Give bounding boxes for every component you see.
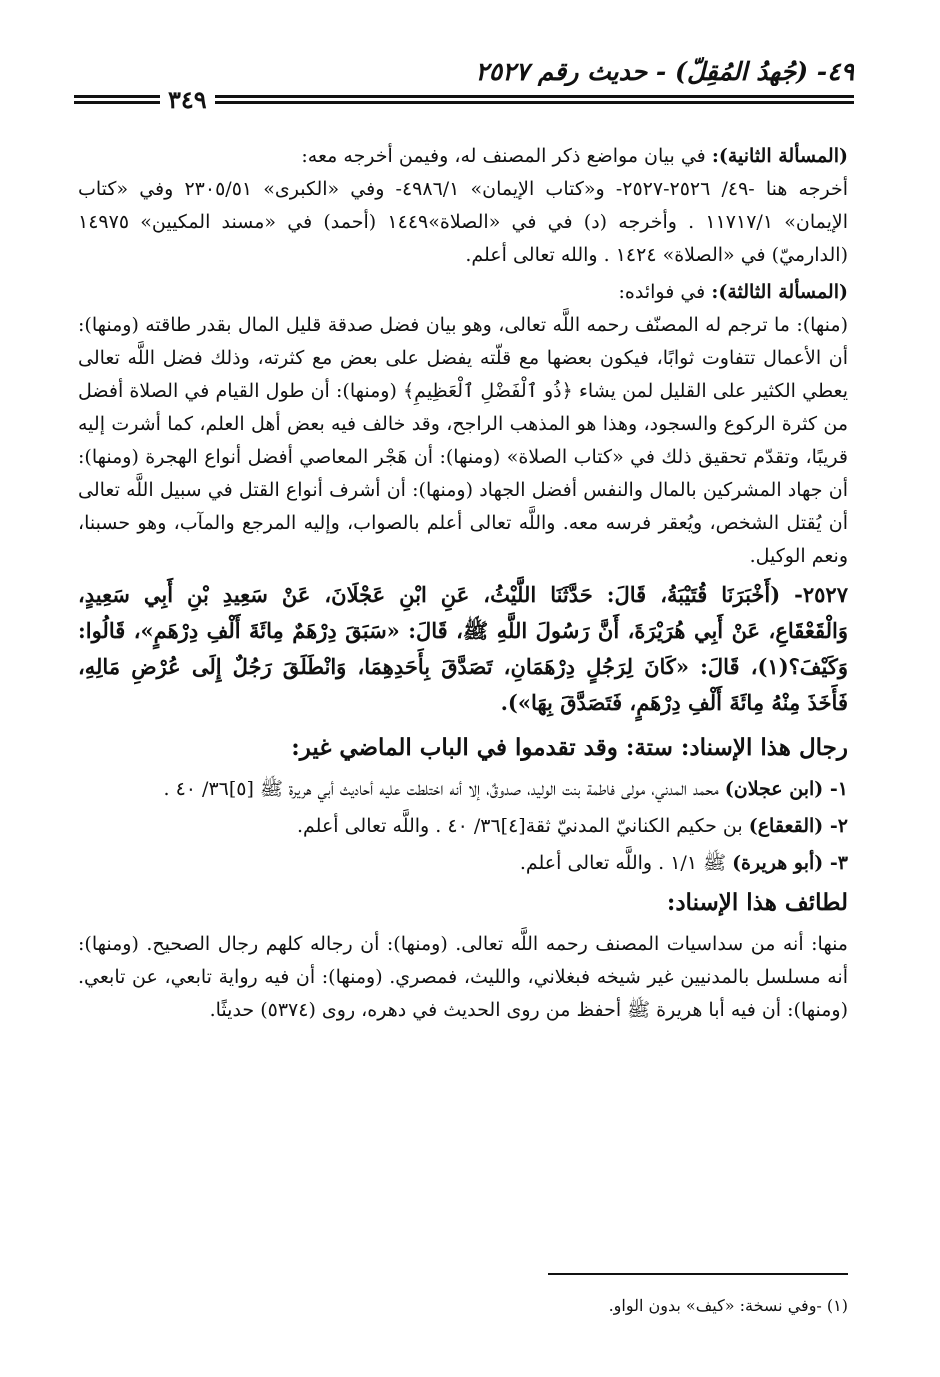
narrator-label: ٣- (أبو هريرة) — [732, 852, 848, 874]
page-header — [74, 55, 854, 114]
narrator-item — [78, 773, 848, 806]
narrator-label: ٢- (القعقاع) — [748, 815, 848, 837]
narrator-item — [78, 847, 848, 880]
footnote: (١) -وفي نسخة: «كيف» بدون الواو. — [608, 1296, 848, 1315]
page-body — [78, 140, 848, 1031]
third-issue-paragraph — [78, 276, 848, 573]
narrators-heading: رجال هذا الإسناد: ستة: وقد تقدموا في الباب الماضي غير: — [291, 734, 848, 761]
page-number: ٣٤٩ — [160, 85, 215, 114]
header-title: ٤٩- (جُهدُ المُقِلّ) - حديث رقم ٢٥٢٧ — [475, 57, 854, 86]
hadith-text: ٢٥٢٧- (أَخْبَرَنَا قُتَيْبَةُ، قَالَ: حَدَّثَنَا اللَّيْثُ، عَنِ ابْنِ عَجْلَانَ، عَنْ سَعِيدِ بْنِ أَبِي سَعِيدٍ، وَالْقَعْقَاعِ، عَنْ أَبِي هُرَيْرَةَ، أَنَّ رَسُولَ اللَّهِ ﷺ، قَالَ: «سَبَقَ دِرْهَمٌ مِائَةَ أَلْفِ دِرْهَمٍ»، قَالُوا: وَكَيْفَ؟(١)، قَالَ: «كَانَ لِرَجُلٍ دِرْهَمَانِ، تَصَدَّقَ بِأَحَدِهِمَا، وَانْطَلَقَ رَجُلٌ إِلَى عُرْضِ مَالِهِ، فَأَخَذَ مِنْهُ مِائَةَ أَلْفِ دِرْهَمٍ، فَتَصَدَّقَ بِهَا»). — [78, 582, 848, 715]
second-issue-label: (المسألة الثانية): — [711, 145, 848, 167]
second-issue-intro: في بيان مواضع ذكر المصنف له، وفيمن أخرجه معه: — [301, 145, 712, 167]
narrator-item — [78, 810, 848, 843]
subtleties-heading: لطائف هذا الإسناد: — [666, 889, 848, 916]
third-issue-label: (المسألة الثالثة): — [711, 281, 848, 303]
second-issue-paragraph — [78, 140, 848, 272]
third-issue-text: (منها): ما ترجم له المصنّف رحمه اللَّه تعالى، وهو بيان فضل صدقة قليل المال بقدر طاقته (ومنها): أن الأعمال تتفاوت ثوابًا، فيكون بعضها مع قلّته يفضل على بعض مع كثرته، وذلك فضل اللَّه تعالى يعطي الكثير على القليل لمن يشاء ﴿ذُو ٱلْفَضْلِ ٱلْعَظِيمِ﴾ (ومنها): أن طول القيام في الصلاة أفضل من كثرة الركوع والسجود، وهذا هو المذهب الراجح، وقد خالف فيه بعض أهل العلم، كما أشرت إليه قريبًا، وتقدّم تحقيق ذلك في «كتاب الصلاة» (ومنها): أن هَجْر المعاصي أفضل أنواع الهجرة (ومنها): أن جهاد المشركين بالمال والنفس أفضل الجهاد (ومنها): أن أشرف أنواع القتل في سبيل اللَّه تعالى أن يُقتل الشخص، ويُعقر فرسه معه. واللَّه تعالى أعلم بالصواب، وإليه المرجع والمآب، وهو حسبنا، ونعم الوكيل. — [78, 314, 848, 567]
narrator-text: محمد المدني، مولى فاطمة بنت الوليد، صدوقٌ، إلا أنه اختلطت عليه أحاديث أبي هريرة ﷺ [٥]٣٦/ ٤٠ . — [163, 778, 725, 800]
narrator-text: ﷺ ١/١ . واللَّه تعالى أعلم. — [519, 852, 733, 874]
second-issue-text: أخرجه هنا -٤٩/ ٢٥٢٦-٢٥٢٧- و«كتاب الإيمان» ٤٩٨٦/١- وفي «الكبرى» ٢٣٠٥/٥١ وفي «كتاب الإيمان» ١١٧١٧/١ . وأخرجه (د) في في «الصلاة»١٤٤٩ (أحمد) في «مسند المكيين» ١٤٩٧٥ (الدارميّ) في «الصلاة» ١٤٢٤ . والله تعالى أعلم. — [78, 178, 849, 266]
subtleties-text: منها: أنه من سداسيات المصنف رحمه اللَّه تعالى. (ومنها): أن رجاله كلهم رجال الصحيح. (ومنها): أنه مسلسل بالمدنيين غير شيخه فبغلاني، والليث، فمصري. (ومنها): أن فيه رواية تابعي، عن تابعي. (ومنها): أن فيه أبا هريرة ﷺ أحفظ من روى الحديث في دهره، روى (٥٣٧٤) حديثًا. — [78, 933, 848, 1021]
footnote-divider — [548, 1273, 848, 1275]
third-issue-intro: في فوائده: — [618, 281, 712, 303]
narrator-text: بن حكيم الكنانيّ المدنيّ ثقة[٤]٣٦/ ٤٠ . واللَّه تعالى أعلم. — [296, 815, 749, 837]
narrator-label: ١- (ابن عجلان) — [724, 778, 848, 800]
